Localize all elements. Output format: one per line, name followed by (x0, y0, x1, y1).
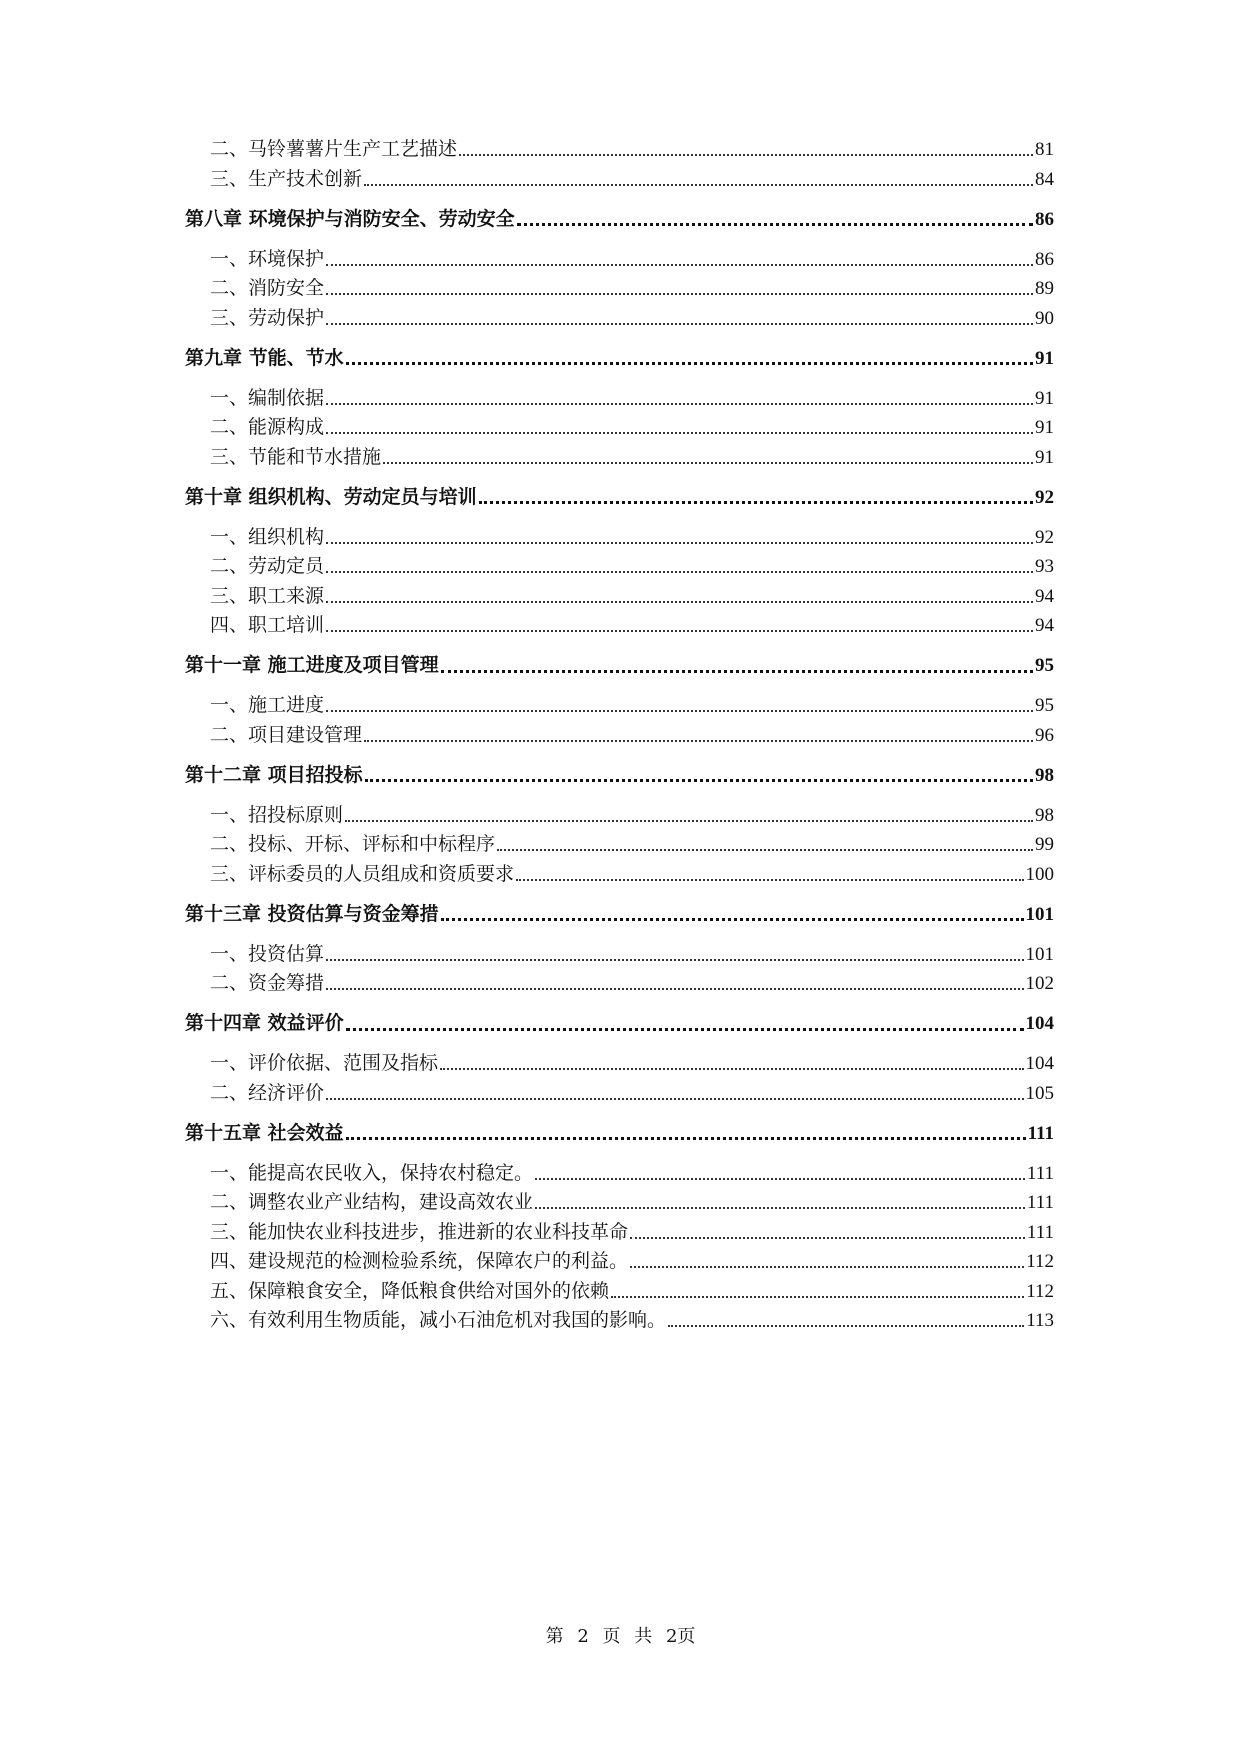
toc-dot-leader (630, 1237, 1025, 1239)
toc-entry-page-number: 89 (1035, 278, 1054, 299)
toc-chapter-entry[interactable] (185, 484, 1054, 510)
toc-section-entry[interactable] (210, 941, 1054, 967)
toc-dot-leader (365, 779, 1033, 782)
toc-entry-page-number: 92 (1035, 486, 1054, 508)
toc-entry-page-number: 100 (1025, 863, 1054, 885)
toc-section-entry[interactable] (210, 1307, 1054, 1333)
toc-entry-title: 一、施工进度 (210, 694, 325, 716)
toc-dot-leader (383, 462, 1033, 464)
toc-entry-page-number: 91 (1035, 446, 1054, 468)
toc-dot-leader (326, 323, 1033, 325)
toc-entry-title: 二、经济评价 (210, 1081, 325, 1104)
toc-entry-page-number: 111 (1026, 1192, 1054, 1213)
toc-section-entry[interactable] (210, 1278, 1054, 1304)
toc-dot-leader (346, 1028, 1024, 1031)
toc-section-entry[interactable] (210, 166, 1054, 192)
toc-dot-leader (326, 403, 1033, 405)
toc-section-entry[interactable] (210, 1219, 1054, 1245)
toc-entry-title: 三、评标委员的人员组成和资质要求 (210, 862, 515, 885)
toc-entry-page-number: 111 (1027, 1122, 1054, 1144)
toc-section-entry[interactable] (210, 136, 1054, 162)
toc-dot-leader (326, 542, 1033, 544)
toc-dot-leader (326, 630, 1033, 632)
toc-entry-title: 二、能源构成 (210, 416, 325, 438)
toc-entry-page-number: 91 (1035, 387, 1054, 409)
toc-dot-leader (364, 740, 1033, 742)
toc-dot-leader (346, 362, 1033, 365)
toc-dot-leader (326, 988, 1023, 990)
toc-entry-page-number: 112 (1026, 1280, 1054, 1302)
toc-entry-page-number: 92 (1035, 526, 1054, 548)
toc-entry-page-number: 111 (1026, 1162, 1054, 1184)
toc-section-entry[interactable] (210, 524, 1054, 550)
toc-entry-page-number: 99 (1035, 834, 1054, 855)
toc-entry-page-number: 105 (1025, 1082, 1054, 1104)
toc-entry-title: 第十五章 社会效益 (185, 1121, 344, 1144)
toc-dot-leader (630, 1266, 1024, 1268)
toc-dot-leader (346, 1137, 1026, 1140)
toc-section-entry[interactable] (210, 1050, 1054, 1076)
toc-dot-leader (668, 1325, 1024, 1327)
toc-entry-title: 二、投标、开标、评标和中标程序 (210, 833, 496, 855)
toc-entry-page-number: 95 (1035, 655, 1054, 676)
toc-chapter-entry[interactable] (185, 345, 1054, 371)
toc-entry-title: 一、编制依据 (210, 386, 325, 409)
toc-entry-page-number: 91 (1035, 417, 1054, 438)
toc-entry-page-number: 81 (1035, 139, 1054, 160)
toc-entry-page-number: 96 (1035, 724, 1054, 746)
toc-entry-title: 五、保障粮食安全，降低粮食供给对国外的依赖 (210, 1279, 610, 1302)
toc-chapter-entry[interactable] (185, 206, 1054, 232)
toc-dot-leader (326, 293, 1033, 295)
toc-dot-leader (364, 184, 1033, 186)
toc-entry-title: 一、能提高农民收入，保持农村稳定。 (210, 1161, 534, 1184)
toc-entry-title: 六、有效利用生物质能，减小石油危机对我国的影响。 (210, 1309, 667, 1331)
toc-entry-title: 一、评价依据、范围及指标 (210, 1052, 439, 1074)
toc-entry-page-number: 112 (1026, 1251, 1054, 1272)
toc-section-entry[interactable] (210, 1248, 1054, 1274)
toc-dot-leader (326, 710, 1033, 712)
toc-entry-page-number: 111 (1026, 1221, 1054, 1243)
toc-dot-leader (326, 264, 1033, 266)
toc-dot-leader (326, 601, 1033, 603)
toc-entry-title: 二、资金筹措 (210, 972, 325, 994)
toc-entry-title: 第九章 节能、节水 (185, 346, 344, 369)
toc-entry-page-number: 95 (1035, 695, 1054, 716)
toc-entry-page-number: 113 (1026, 1310, 1054, 1331)
toc-entry-page-number: 98 (1035, 764, 1054, 786)
toc-section-entry[interactable] (210, 553, 1054, 579)
toc-entry-page-number: 84 (1035, 168, 1054, 190)
toc-entry-title: 三、生产技术创新 (210, 167, 363, 190)
toc-dot-leader (326, 571, 1033, 573)
toc-section-entry[interactable] (210, 692, 1054, 718)
toc-section-entry[interactable] (210, 861, 1054, 887)
toc-entry-title: 二、马铃薯薯片生产工艺描述 (210, 138, 458, 160)
toc-section-entry[interactable] (210, 275, 1054, 301)
toc-dot-leader (611, 1296, 1024, 1298)
footer-label-ye: 页 (602, 1626, 621, 1647)
toc-entry-title: 二、调整农业产业结构，建设高效农业 (210, 1191, 534, 1213)
toc-entry-page-number: 94 (1035, 615, 1054, 636)
toc-section-entry[interactable] (210, 1080, 1054, 1106)
toc-dot-leader (345, 820, 1033, 822)
toc-entry-title: 一、组织机构 (210, 525, 325, 548)
toc-dot-leader (535, 1178, 1025, 1180)
toc-chapter-entry[interactable] (185, 1120, 1054, 1146)
toc-dot-leader (441, 918, 1024, 921)
toc-entry-title: 第十三章 投资估算与资金筹措 (185, 902, 439, 925)
toc-entry-title: 三、能加快农业科技进步，推进新的农业科技革命 (210, 1220, 629, 1243)
toc-dot-leader (440, 1068, 1023, 1070)
toc-entry-page-number: 104 (1025, 1053, 1054, 1074)
toc-dot-leader (516, 879, 1023, 881)
toc-entry-title: 一、招投标原则 (210, 803, 344, 826)
toc-entry-page-number: 104 (1025, 1013, 1054, 1034)
toc-chapter-entry[interactable] (185, 762, 1054, 788)
toc-entry-title: 第十章 组织机构、劳动定员与培训 (185, 485, 477, 508)
toc-entry-page-number: 102 (1025, 973, 1054, 994)
toc-dot-leader (326, 1098, 1023, 1100)
toc-entry-title: 三、职工来源 (210, 584, 325, 607)
toc-entry-page-number: 86 (1035, 248, 1054, 270)
footer-total-pages: 2页 (665, 1626, 696, 1647)
toc-entry-page-number: 90 (1035, 307, 1054, 329)
toc-section-entry[interactable] (210, 305, 1054, 331)
toc-dot-leader (459, 154, 1033, 156)
footer-current-page: 2 (577, 1626, 589, 1647)
toc-entry-title: 二、劳动定员 (210, 555, 325, 577)
toc-entry-page-number: 101 (1025, 903, 1054, 925)
toc-section-entry[interactable] (210, 612, 1054, 638)
toc-section-entry[interactable] (210, 1189, 1054, 1215)
toc-dot-leader (441, 670, 1033, 673)
toc-chapter-entry[interactable] (185, 1010, 1054, 1036)
toc-chapter-entry[interactable] (185, 652, 1054, 678)
footer-label-di: 第 (545, 1626, 564, 1647)
toc-section-entry[interactable] (210, 831, 1054, 857)
toc-dot-leader (497, 849, 1033, 851)
toc-entry-page-number: 86 (1035, 208, 1054, 230)
toc-dot-leader (326, 959, 1023, 961)
toc-chapter-entry[interactable] (185, 901, 1054, 927)
toc-dot-leader (517, 223, 1033, 226)
toc-section-entry[interactable] (210, 583, 1054, 609)
toc-section-entry[interactable] (210, 246, 1054, 272)
toc-entry-title: 第十四章 效益评价 (185, 1012, 344, 1034)
toc-entry-page-number: 91 (1035, 347, 1054, 369)
toc-section-entry[interactable] (210, 802, 1054, 828)
toc-entry-page-number: 101 (1025, 943, 1054, 965)
toc-dot-leader (326, 432, 1033, 434)
footer-label-gong: 共 (634, 1626, 653, 1647)
toc-entry-title: 四、建设规范的检测检验系统，保障农户的利益。 (210, 1250, 629, 1272)
toc-entry-page-number: 93 (1035, 556, 1054, 577)
toc-section-entry[interactable] (210, 1160, 1054, 1186)
toc-entry-title: 一、投资估算 (210, 942, 325, 965)
toc-entry-title: 第八章 环境保护与消防安全、劳动安全 (185, 207, 515, 230)
toc-entry-title: 二、消防安全 (210, 277, 325, 299)
toc-entry-title: 三、节能和节水措施 (210, 445, 382, 468)
toc-entry-page-number: 98 (1035, 804, 1054, 826)
toc-entry-title: 第十一章 施工进度及项目管理 (185, 654, 439, 676)
toc-dot-leader (479, 501, 1033, 504)
toc-entry-title: 二、项目建设管理 (210, 723, 363, 746)
toc-section-entry[interactable] (210, 385, 1054, 411)
toc-entry-title: 四、职工培训 (210, 614, 325, 636)
toc-section-entry[interactable] (210, 722, 1054, 748)
toc-section-entry[interactable] (210, 970, 1054, 996)
toc-entry-title: 三、劳动保护 (210, 306, 325, 329)
toc-section-entry[interactable] (210, 414, 1054, 440)
toc-entry-title: 第十二章 项目招投标 (185, 763, 363, 786)
toc-entry-page-number: 94 (1035, 585, 1054, 607)
toc-section-entry[interactable] (210, 444, 1054, 470)
page-footer (0, 1622, 1241, 1648)
toc-dot-leader (535, 1207, 1025, 1209)
toc-entry-title: 一、环境保护 (210, 247, 325, 270)
